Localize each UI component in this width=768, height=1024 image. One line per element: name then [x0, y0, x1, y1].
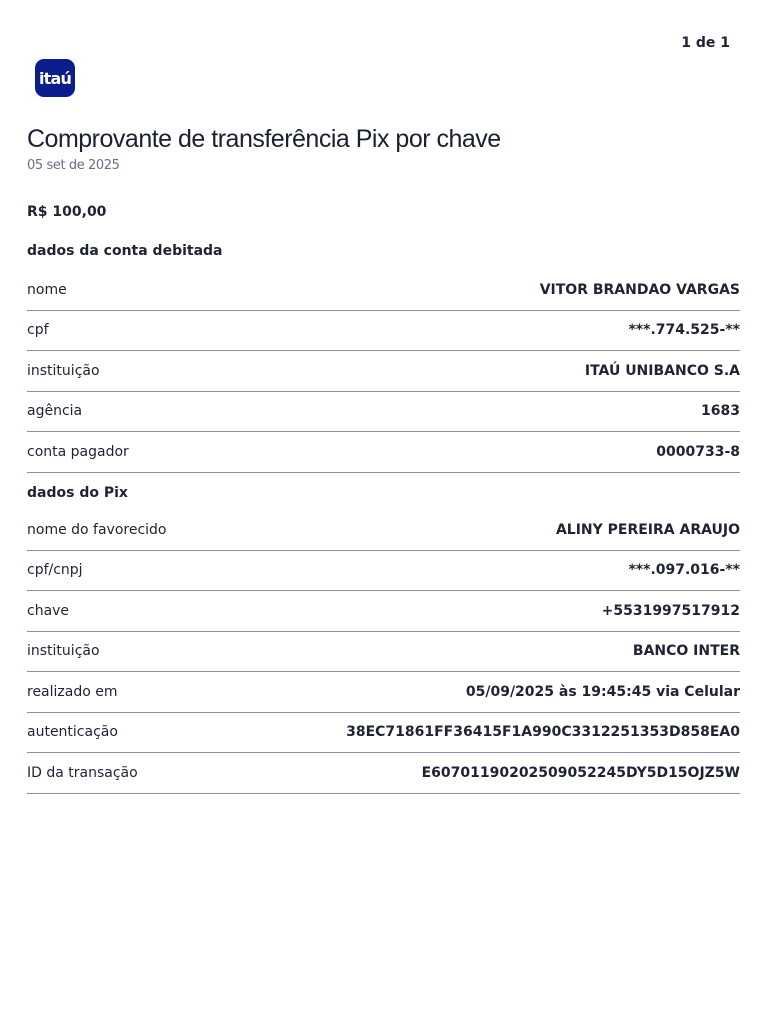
row-label: nome do favorecido	[27, 521, 167, 538]
detail-row	[27, 392, 740, 433]
row-label: chave	[27, 602, 70, 619]
row-value: 38EC71861FF36415F1A990C3312251353D858EA0	[346, 724, 740, 741]
row-label: instituição	[27, 362, 100, 379]
row-label: cpf/cnpj	[27, 562, 83, 579]
row-label: agência	[27, 403, 83, 420]
detail-row	[27, 591, 740, 632]
page-title: Comprovante de transferência Pix por chave	[27, 125, 501, 153]
detail-row	[27, 432, 740, 473]
detail-row	[27, 672, 740, 713]
debit-account-section	[27, 240, 740, 473]
section-title: dados do Pix	[27, 485, 128, 501]
transfer-amount: R$ 100,00	[27, 204, 107, 220]
row-value: ***.097.016-**	[628, 562, 740, 579]
row-label: instituição	[27, 643, 100, 660]
detail-row	[27, 551, 740, 592]
row-value: 0000733-8	[656, 443, 740, 460]
detail-row	[27, 632, 740, 673]
row-value: 05/09/2025 às 19:45:45 via Celular	[465, 683, 740, 700]
logo-text: itaú	[38, 69, 72, 88]
row-value: VITOR BRANDAO VARGAS	[539, 281, 740, 298]
detail-row	[27, 270, 740, 311]
detail-row	[27, 311, 740, 352]
row-label: nome	[27, 281, 67, 298]
page-counter: 1 de 1	[681, 35, 730, 51]
row-value: ***.774.525-**	[628, 322, 740, 339]
row-value: ALINY PEREIRA ARAUJO	[555, 521, 740, 538]
row-label: autenticação	[27, 724, 118, 741]
row-label: realizado em	[27, 683, 118, 700]
row-value: 1683	[701, 403, 740, 420]
row-label: conta pagador	[27, 443, 129, 460]
detail-row	[27, 351, 740, 392]
row-value: ITAÚ UNIBANCO S.A	[584, 362, 740, 379]
row-value: BANCO INTER	[632, 643, 740, 660]
detail-row	[27, 510, 740, 551]
row-value: +5531997517912	[601, 602, 740, 619]
detail-row	[27, 753, 740, 794]
row-value: E60701190202509052245DY5D15OJZ5W	[421, 764, 740, 781]
row-label: ID da transação	[27, 764, 138, 781]
pix-data-section	[27, 482, 740, 794]
itau-logo	[35, 59, 75, 97]
detail-row	[27, 713, 740, 754]
row-label: cpf	[27, 322, 49, 339]
receipt-date: 05 set de 2025	[27, 158, 120, 173]
section-title: dados da conta debitada	[27, 243, 223, 259]
